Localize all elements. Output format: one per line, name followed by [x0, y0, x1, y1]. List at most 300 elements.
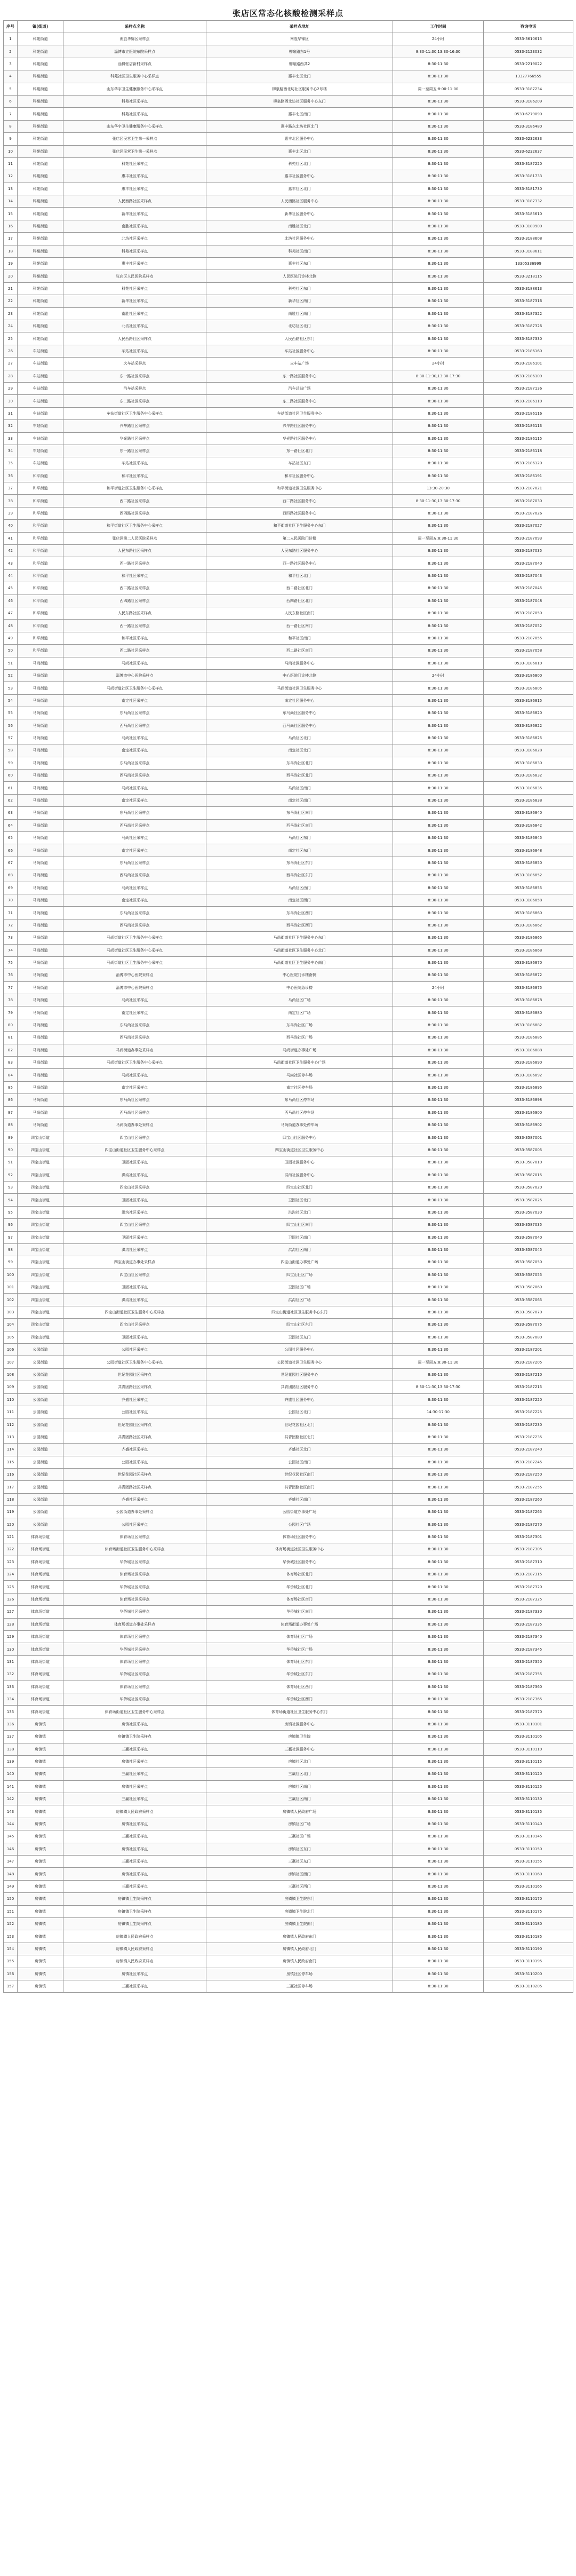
table-row [4, 707, 573, 719]
table-row [4, 1968, 573, 1980]
row-point-name: 体育场社区采样点 [63, 1655, 206, 1668]
row-index: 144 [4, 1818, 18, 1830]
table-row [4, 944, 573, 956]
row-address: 马尚社区服务中心 [206, 657, 393, 669]
row-phone: 0533-3186848 [484, 844, 573, 857]
row-phone: 0533-3186880 [484, 1006, 573, 1019]
row-hours: 24小时 [393, 981, 484, 994]
row-address: 房镇社区北门 [206, 1755, 393, 1767]
row-phone: 0533-3587005 [484, 1144, 573, 1156]
row-phone: 0533-3186835 [484, 782, 573, 794]
row-address: 东马尚社区北门 [206, 757, 393, 769]
row-street: 马尚街道 [18, 956, 63, 969]
row-address: 世纪花园社区南门 [206, 1468, 393, 1480]
row-address: 马尚社区北门 [206, 732, 393, 744]
row-hours: 8:30-11:30 [393, 382, 484, 394]
row-point-name: 四宝山社区采样点 [63, 1219, 206, 1231]
row-hours: 周一至周五:8:30-11:30 [393, 532, 484, 544]
row-index: 3 [4, 58, 18, 70]
table-row [4, 157, 573, 170]
row-point-name: 马尚社区采样点 [63, 994, 206, 1006]
row-point-name: 和平社区采样点 [63, 632, 206, 644]
row-hours: 8:30-11:30 [393, 857, 484, 869]
row-address: 西一路社区南门 [206, 620, 393, 632]
row-hours: 8:30-11:30,13:30-16:30 [393, 45, 484, 58]
row-street: 马尚街道 [18, 882, 63, 894]
row-street: 科苑街道 [18, 183, 63, 195]
row-point-name: 淄博张店新村采样点 [63, 58, 206, 70]
row-hours: 8:30-11:30 [393, 95, 484, 107]
row-phone: 13305336999 [484, 258, 573, 270]
row-hours: 8:30-11:30 [393, 1955, 484, 1968]
row-hours: 8:30-11:30 [393, 1731, 484, 1743]
row-address: 南定社区北门 [206, 744, 393, 757]
table-row [4, 582, 573, 595]
table-row [4, 108, 573, 120]
row-street: 马尚街道 [18, 981, 63, 994]
row-hours: 8:30-11:30 [393, 1618, 484, 1630]
row-index: 50 [4, 645, 18, 657]
table-row [4, 1131, 573, 1144]
row-index: 23 [4, 307, 18, 320]
row-hours: 8:30-11:30 [393, 607, 484, 619]
row-street: 马尚街道 [18, 944, 63, 956]
row-point-name: 马尚街道社区卫生服务中心采样点 [63, 956, 206, 969]
header-index: 序号 [4, 21, 18, 33]
table-row [4, 482, 573, 495]
row-point-name: 火车站采样点 [63, 358, 206, 370]
table-row [4, 1044, 573, 1056]
row-address: 四宝山社区北门 [206, 1181, 393, 1193]
row-phone: 0533-2187270 [484, 1518, 573, 1531]
row-index: 13 [4, 183, 18, 195]
row-street: 科苑街道 [18, 220, 63, 232]
row-hours: 8:30-11:30 [393, 1768, 484, 1780]
row-phone: 0533-2187320 [484, 1581, 573, 1593]
row-address: 惠丰社区服务中心 [206, 170, 393, 183]
row-hours: 8:30-11:30 [393, 170, 484, 183]
row-address: 马尚街道社区卫生服务中心南门 [206, 956, 393, 969]
row-point-name: 卫固社区采样点 [63, 1231, 206, 1243]
table-row [4, 1081, 573, 1093]
row-hours: 8:30-11:30 [393, 120, 484, 132]
row-index: 137 [4, 1731, 18, 1743]
row-index: 32 [4, 420, 18, 432]
row-phone: 0533-2187035 [484, 545, 573, 557]
row-hours: 8:30-11:30 [393, 1556, 484, 1568]
row-point-name: 科苑社区采样点 [63, 282, 206, 295]
row-hours: 8:30-11:30 [393, 1057, 484, 1069]
row-street: 马尚街道 [18, 832, 63, 844]
row-index: 89 [4, 1131, 18, 1144]
row-address: 惠丰北区南门 [206, 108, 393, 120]
row-index: 131 [4, 1655, 18, 1668]
row-address: 马尚社区南门 [206, 782, 393, 794]
row-hours: 8:30-11:30 [393, 1431, 484, 1443]
row-street: 房镇镇 [18, 1930, 63, 1943]
row-index: 157 [4, 1980, 18, 1992]
row-point-name: 西马尚社区采样点 [63, 770, 206, 782]
row-point-name: 共青团路社区采样点 [63, 1431, 206, 1443]
row-point-name: 马尚社区采样点 [63, 657, 206, 669]
row-phone: 0533-3186868 [484, 944, 573, 956]
row-point-name: 四宝山社区采样点 [63, 1269, 206, 1281]
table-row [4, 932, 573, 944]
row-point-name: 公园社区采样点 [63, 1456, 206, 1468]
row-index: 147 [4, 1856, 18, 1868]
table-row [4, 33, 573, 45]
row-address: 马尚街道办事处广场 [206, 1044, 393, 1056]
row-hours: 8:30-11:30 [393, 1531, 484, 1543]
row-phone: 13327766555 [484, 70, 573, 83]
row-address: 共青团路社区服务中心 [206, 1381, 393, 1393]
row-index: 154 [4, 1943, 18, 1955]
page-title: 张店区常态化核酸检测采样点 [232, 9, 343, 18]
row-phone: 0533-3186858 [484, 894, 573, 906]
row-index: 107 [4, 1356, 18, 1368]
row-point-name: 三赢社区采样点 [63, 1980, 206, 1992]
row-phone: 0533-3110120 [484, 1768, 573, 1780]
row-point-name: 公园街道社区卫生服务中心采样点 [63, 1356, 206, 1368]
table-row [4, 794, 573, 806]
row-street: 四宝山街道 [18, 1319, 63, 1331]
row-phone: 0533-3587075 [484, 1319, 573, 1331]
row-index: 37 [4, 482, 18, 495]
row-street: 房镇镇 [18, 1743, 63, 1755]
row-index: 43 [4, 557, 18, 569]
row-index: 66 [4, 844, 18, 857]
row-street: 马尚街道 [18, 707, 63, 719]
row-address: 房镇镇人民政府东门 [206, 1930, 393, 1943]
row-point-name: 车站社区采样点 [63, 457, 206, 470]
row-index: 84 [4, 1069, 18, 1081]
row-hours: 8:30-11:30 [393, 1468, 484, 1480]
row-index: 80 [4, 1019, 18, 1031]
row-address: 东马尚社区东门 [206, 857, 393, 869]
row-street: 四宝山街道 [18, 1194, 63, 1206]
row-index: 126 [4, 1593, 18, 1605]
row-index: 64 [4, 819, 18, 831]
row-phone: 0533-3110110 [484, 1743, 573, 1755]
table-row [4, 382, 573, 394]
row-hours: 8:30-11:30 [393, 645, 484, 657]
table-row [4, 1506, 573, 1518]
row-address: 马尚街道社区卫生服务中心北门 [206, 944, 393, 956]
row-street: 和平街道 [18, 470, 63, 482]
table-row [4, 370, 573, 382]
row-hours: 8:30-11:30 [393, 1306, 484, 1318]
row-hours: 8:30-11:30 [393, 1119, 484, 1131]
table-row [4, 657, 573, 669]
row-phone: 0533-3181730 [484, 183, 573, 195]
row-address: 中心医院急诊楼 [206, 981, 393, 994]
row-hours: 8:30-11:30 [393, 1681, 484, 1693]
row-point-name: 东马尚社区采样点 [63, 1019, 206, 1031]
row-street: 科苑街道 [18, 133, 63, 145]
table-row [4, 1219, 573, 1231]
row-index: 81 [4, 1032, 18, 1044]
row-index: 145 [4, 1830, 18, 1843]
row-index: 8 [4, 120, 18, 132]
row-street: 四宝山街道 [18, 1331, 63, 1343]
row-hours: 8:30-11:30,13:30-17:30 [393, 1381, 484, 1393]
row-phone: 0533-2186101 [484, 358, 573, 370]
row-hours: 8:30-11:30 [393, 432, 484, 445]
row-index: 109 [4, 1381, 18, 1393]
row-point-name: 四宝山街道办事处采样点 [63, 1256, 206, 1269]
row-address: 房镇镇卫生院 [206, 1731, 393, 1743]
table-row [4, 1868, 573, 1880]
row-hours: 24小时 [393, 33, 484, 45]
row-phone: 0533-3186830 [484, 757, 573, 769]
row-hours: 8:30-11:30 [393, 595, 484, 607]
table-row [4, 295, 573, 307]
row-phone: 0533-3186805 [484, 682, 573, 694]
table-row [4, 1631, 573, 1643]
row-phone: 0533-3186875 [484, 981, 573, 994]
table-row [4, 345, 573, 357]
row-street: 四宝山街道 [18, 1156, 63, 1169]
row-point-name: 四宝山社区采样点 [63, 1319, 206, 1331]
row-point-name: 张店区民营卫生第一采样点 [63, 145, 206, 157]
row-hours: 周一至周五:8:30-11:30 [393, 1356, 484, 1368]
row-street: 科苑街道 [18, 245, 63, 257]
row-street: 马尚街道 [18, 794, 63, 806]
row-hours: 8:30-11:30 [393, 108, 484, 120]
row-street: 马尚街道 [18, 732, 63, 744]
row-hours: 8:30-11:30 [393, 1818, 484, 1830]
row-address: 房镇镇人民政府北门 [206, 1943, 393, 1955]
row-address: 四宝山街道社区卫生服务中心东门 [206, 1306, 393, 1318]
header-point-name: 采样点名称 [63, 21, 206, 33]
row-index: 30 [4, 395, 18, 407]
row-point-name: 西马尚社区采样点 [63, 819, 206, 831]
row-street: 马尚街道 [18, 744, 63, 757]
row-address: 华侨城社区北门 [206, 1581, 393, 1593]
row-street: 马尚街道 [18, 1019, 63, 1031]
row-street: 车站街道 [18, 345, 63, 357]
row-street: 体育场街道 [18, 1568, 63, 1581]
row-phone: 0533-3186882 [484, 1019, 573, 1031]
row-index: 73 [4, 932, 18, 944]
row-index: 118 [4, 1493, 18, 1505]
row-address: 齐盛社区北门 [206, 1444, 393, 1456]
row-street: 和平街道 [18, 582, 63, 595]
table-row [4, 1518, 573, 1531]
row-phone: 0533-3110170 [484, 1893, 573, 1905]
row-address: 华侨城社区南门 [206, 1606, 393, 1618]
row-phone: 0533-2186113 [484, 420, 573, 432]
row-phone: 0533-3110101 [484, 1718, 573, 1730]
row-hours: 8:30-11:30 [393, 445, 484, 457]
row-point-name: 马尚街道社区卫生服务中心采样点 [63, 682, 206, 694]
row-point-name: 和平社区采样点 [63, 470, 206, 482]
table-row [4, 819, 573, 831]
row-address: 车站街道社区卫生服务中心 [206, 407, 393, 419]
row-phone: 0533-3186862 [484, 919, 573, 931]
table-row [4, 694, 573, 707]
row-phone: 0533-2187055 [484, 632, 573, 644]
row-index: 124 [4, 1568, 18, 1581]
row-hours: 8:30-11:30 [393, 1518, 484, 1531]
table-row [4, 1493, 573, 1505]
row-address: 公园街道社区卫生服务中心 [206, 1356, 393, 1368]
row-phone: 0533-6232633 [484, 133, 573, 145]
row-index: 10 [4, 145, 18, 157]
row-index: 121 [4, 1531, 18, 1543]
row-point-name: 西二路社区采样点 [63, 495, 206, 507]
row-hours: 8:30-11:30 [393, 956, 484, 969]
row-address: 房镇镇卫生院东门 [206, 1893, 393, 1905]
row-address: 西二路社区服务中心 [206, 495, 393, 507]
table-row [4, 1368, 573, 1381]
table-row [4, 145, 573, 157]
table-row [4, 1830, 573, 1843]
row-hours: 8:30-11:30 [393, 1256, 484, 1269]
table-row [4, 1269, 573, 1281]
row-point-name: 共青团路社区采样点 [63, 1381, 206, 1393]
row-street: 科苑街道 [18, 320, 63, 332]
row-hours: 8:30-11:30 [393, 208, 484, 220]
row-phone: 0533-3186850 [484, 857, 573, 869]
row-street: 房镇镇 [18, 1905, 63, 1917]
row-hours: 8:30-11:30 [393, 233, 484, 245]
row-address: 南定社区西门 [206, 894, 393, 906]
row-hours: 8:30-11:30 [393, 1581, 484, 1593]
table-row [4, 632, 573, 644]
row-street: 四宝山街道 [18, 1219, 63, 1231]
row-address: 汽车总站广场 [206, 382, 393, 394]
row-phone: 0533-3610615 [484, 33, 573, 45]
row-hours: 8:30-11:30 [393, 332, 484, 345]
row-index: 122 [4, 1543, 18, 1556]
table-row [4, 495, 573, 507]
row-hours: 8:30-11:30 [393, 282, 484, 295]
row-street: 房镇镇 [18, 1856, 63, 1868]
row-index: 25 [4, 332, 18, 345]
row-index: 45 [4, 582, 18, 595]
row-phone: 0533-2187058 [484, 645, 573, 657]
row-index: 39 [4, 507, 18, 519]
row-phone: 0533-3185610 [484, 208, 573, 220]
table-row [4, 1655, 573, 1668]
row-hours: 8:30-11:30 [393, 1668, 484, 1681]
row-index: 26 [4, 345, 18, 357]
row-address: 惠丰北区北门 [206, 70, 393, 83]
row-index: 19 [4, 258, 18, 270]
row-phone: 0533-3587040 [484, 1231, 573, 1243]
row-address: 马尚社区停车场 [206, 1069, 393, 1081]
row-index: 35 [4, 457, 18, 470]
row-hours: 8:30-11:30 [393, 307, 484, 320]
row-street: 房镇镇 [18, 1805, 63, 1818]
row-street: 车站街道 [18, 445, 63, 457]
row-hours: 8:30-11:30 [393, 1793, 484, 1805]
row-street: 和平街道 [18, 495, 63, 507]
row-index: 108 [4, 1368, 18, 1381]
row-phone: 0533-3587025 [484, 1194, 573, 1206]
row-phone: 0533-3187330 [484, 332, 573, 345]
row-street: 公园街道 [18, 1368, 63, 1381]
row-phone: 0533-3186898 [484, 1094, 573, 1106]
table-row [4, 645, 573, 657]
row-street: 科苑街道 [18, 33, 63, 45]
row-index: 110 [4, 1393, 18, 1406]
row-index: 1 [4, 33, 18, 45]
row-point-name: 体育场社区采样点 [63, 1568, 206, 1581]
row-address: 华光路社区服务中心 [206, 432, 393, 445]
row-point-name: 房镇镇人民政府采样点 [63, 1955, 206, 1968]
row-address: 卫固社区南门 [206, 1231, 393, 1243]
row-phone: 0533-2123032 [484, 45, 573, 58]
table-row [4, 395, 573, 407]
row-phone: 0533-2187040 [484, 557, 573, 569]
table-row [4, 1793, 573, 1805]
row-hours: 8:30-11:30 [393, 1856, 484, 1868]
row-hours: 8:30-11:30 [393, 345, 484, 357]
row-address: 马尚社区东门 [206, 832, 393, 844]
row-hours: 8:30-11:30 [393, 657, 484, 669]
row-index: 9 [4, 133, 18, 145]
row-point-name: 兴华路社区采样点 [63, 420, 206, 432]
row-hours: 8:30-11:30 [393, 1893, 484, 1905]
row-point-name: 张店区第二人民医院采样点 [63, 532, 206, 544]
row-street: 科苑街道 [18, 332, 63, 345]
row-index: 49 [4, 632, 18, 644]
row-address: 齐盛社区服务中心 [206, 1393, 393, 1406]
row-point-name: 科苑社区采样点 [63, 157, 206, 170]
row-hours: 8:30-11:30 [393, 245, 484, 257]
row-hours: 8:30-11:30 [393, 1269, 484, 1281]
row-hours: 8:30-11:30 [393, 1905, 484, 1917]
row-street: 和平街道 [18, 620, 63, 632]
row-hours: 8:30-11:30 [393, 520, 484, 532]
row-hours: 8:30-11:30 [393, 1930, 484, 1943]
row-index: 5 [4, 83, 18, 95]
table-row [4, 95, 573, 107]
row-address: 车站社区服务中心 [206, 345, 393, 357]
row-hours: 8:30-11:30 [393, 994, 484, 1006]
row-point-name: 东马尚社区采样点 [63, 807, 206, 819]
row-phone: 0533-3587060 [484, 1281, 573, 1294]
row-point-name: 东马尚社区采样点 [63, 707, 206, 719]
table-row [4, 1618, 573, 1630]
row-point-name: 公园街道办事处采样点 [63, 1506, 206, 1518]
row-point-name: 西二路社区采样点 [63, 645, 206, 657]
row-index: 94 [4, 1194, 18, 1206]
table-row [4, 595, 573, 607]
row-address: 火车站广场 [206, 358, 393, 370]
row-index: 95 [4, 1206, 18, 1218]
table-row [4, 1955, 573, 1968]
row-phone: 0533-2187265 [484, 1506, 573, 1518]
table-row [4, 1344, 573, 1356]
table-row [4, 120, 573, 132]
header-street: 镇(街道) [18, 21, 63, 33]
row-phone: 0533-3110135 [484, 1805, 573, 1818]
row-hours: 8:30-11:30 [393, 732, 484, 744]
row-phone: 0533-2187043 [484, 569, 573, 582]
row-point-name: 西马尚社区采样点 [63, 919, 206, 931]
row-hours: 8:30-11:30 [393, 919, 484, 931]
row-street: 和平街道 [18, 520, 63, 532]
row-street: 房镇镇 [18, 1731, 63, 1743]
row-address: 公园社区南门 [206, 1456, 393, 1468]
table-row [4, 1755, 573, 1767]
row-address: 房镇镇人民政府南门 [206, 1955, 393, 1968]
table-row [4, 1256, 573, 1269]
row-address: 华侨城社区东门 [206, 1668, 393, 1681]
